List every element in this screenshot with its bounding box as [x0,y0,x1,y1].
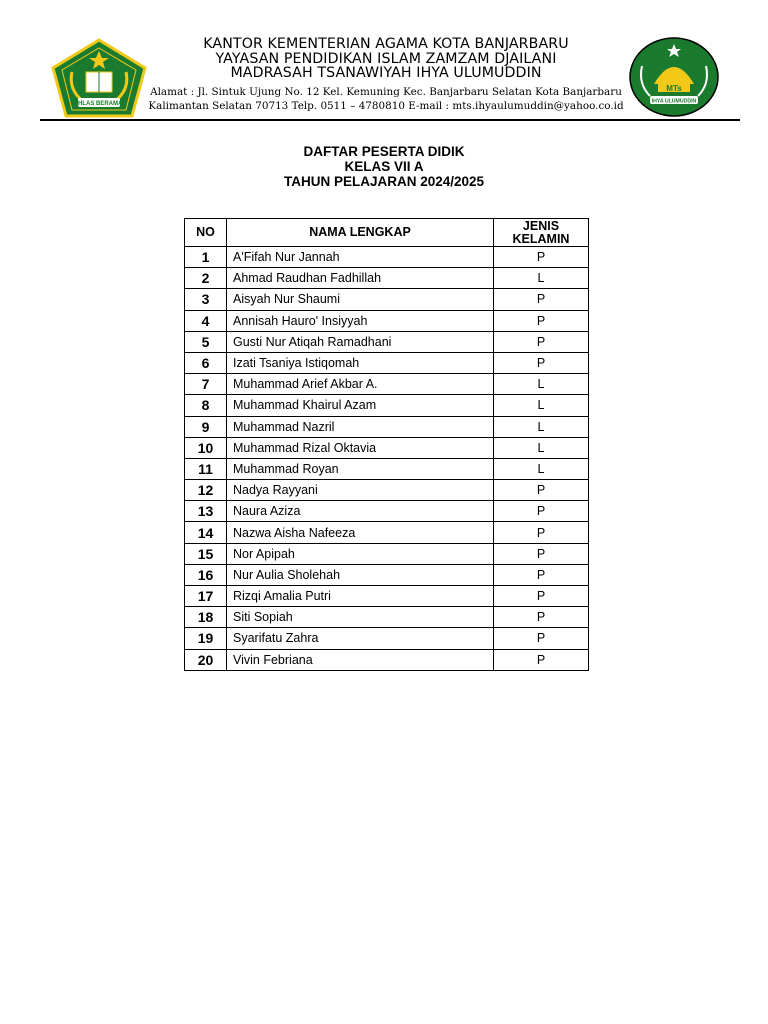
cell-no: 12 [185,480,227,501]
cell-sex: P [494,352,589,373]
table-row [185,649,589,670]
cell-sex: P [494,501,589,522]
table-row [185,395,589,416]
table-row [185,564,589,585]
school-logo [628,36,720,118]
svg-text:IHYA ULUMUDDIN: IHYA ULUMUDDIN [651,98,697,105]
title-line-3: TAHUN PELAJARAN 2024/2025 [283,174,485,189]
cell-sex: L [494,416,589,437]
table-row [185,501,589,522]
cell-sex: P [494,522,589,543]
cell-name: Muhammad Khairul Azam [227,395,494,416]
cell-name: Gusti Nur Atiqah Ramadhani [227,331,494,352]
cell-name: Muhammad Rizal Oktavia [227,437,494,458]
cell-sex: L [494,268,589,289]
table-row [185,289,589,310]
student-table [184,218,589,671]
header-sex-line-2: KELAMIN [512,231,570,246]
cell-name: Nor Apipah [227,543,494,564]
cell-no: 14 [185,522,227,543]
table-row [185,543,589,564]
cell-sex: L [494,437,589,458]
table-row [185,416,589,437]
cell-name: Izati Tsaniya Istiqomah [227,352,494,373]
cell-no: 6 [185,352,227,373]
cell-sex: L [494,395,589,416]
cell-sex: P [494,564,589,585]
header-sex-line-1: JENIS [522,218,560,233]
document-title [0,144,768,189]
header-sex [494,219,589,247]
cell-name: Muhammad Nazril [227,416,494,437]
cell-name: Syarifatu Zahra [227,628,494,649]
cell-no: 5 [185,331,227,352]
cell-no: 2 [185,268,227,289]
cell-name: Vivin Febriana [227,649,494,670]
letterhead [0,0,768,122]
table-row [185,480,589,501]
school-name: MADRASAH TSANAWIYAH IHYA ULUMUDDIN [230,65,542,81]
cell-no: 15 [185,543,227,564]
table-row [185,310,589,331]
cell-sex: P [494,289,589,310]
svg-text:IKHLAS BERAMAL: IKHLAS BERAMAL [72,101,126,107]
letterhead-divider [40,119,740,121]
letterhead-text [140,37,632,113]
cell-sex: P [494,543,589,564]
table-row [185,586,589,607]
cell-no: 7 [185,374,227,395]
cell-no: 20 [185,649,227,670]
cell-no: 1 [185,247,227,268]
cell-name: Muhammad Arief Akbar A. [227,374,494,395]
table-row [185,628,589,649]
cell-name: Nur Aulia Sholehah [227,564,494,585]
title-line-2: KELAS VII A [344,159,424,174]
cell-sex: P [494,331,589,352]
foundation-name: YAYASAN PENDIDIKAN ISLAM ZAMZAM DJAILANI [215,50,557,67]
svg-text:MTs: MTs [666,84,682,93]
cell-no: 16 [185,564,227,585]
cell-sex: P [494,607,589,628]
cell-name: Muhammad Royan [227,458,494,479]
cell-sex: P [494,480,589,501]
cell-no: 8 [185,395,227,416]
title-line-1: DAFTAR PESERTA DIDIK [303,144,465,159]
cell-no: 4 [185,310,227,331]
address-line-1: Alamat : Jl. Sintuk Ujung No. 12 Kel. Kemuning Kec. Banjarbaru Selatan Kota Banjarbaru [150,85,622,98]
table-row [185,331,589,352]
cell-no: 19 [185,628,227,649]
table-row [185,268,589,289]
table-row [185,522,589,543]
cell-sex: P [494,586,589,607]
cell-sex: P [494,310,589,331]
table-row [185,374,589,395]
table-row [185,247,589,268]
header-name: NAMA LENGKAP [227,219,494,247]
cell-name: Nazwa Aisha Nafeeza [227,522,494,543]
header-no: NO [185,219,227,247]
cell-name: Rizqi Amalia Putri [227,586,494,607]
cell-name: Ahmad Raudhan Fadhillah [227,268,494,289]
table-row [185,607,589,628]
cell-no: 3 [185,289,227,310]
cell-name: Siti Sopiah [227,607,494,628]
cell-name: Nadya Rayyani [227,480,494,501]
kemenag-logo [50,38,148,118]
cell-no: 13 [185,501,227,522]
table-row [185,352,589,373]
cell-no: 9 [185,416,227,437]
cell-sex: P [494,628,589,649]
cell-sex: P [494,649,589,670]
cell-no: 10 [185,437,227,458]
cell-no: 11 [185,458,227,479]
cell-name: Naura Aziza [227,501,494,522]
address-line-2: Kalimantan Selatan 70713 Telp. 0511 – 4780810 E-mail : mts.ihyaulumuddin@yahoo.co.id [148,99,624,112]
cell-name: Aisyah Nur Shaumi [227,289,494,310]
cell-no: 17 [185,586,227,607]
table-row [185,458,589,479]
cell-name: Annisah Hauro' Insiyyah [227,310,494,331]
ministry-office: KANTOR KEMENTERIAN AGAMA KOTA BANJARBARU [203,36,569,52]
cell-sex: P [494,247,589,268]
table-row [185,437,589,458]
cell-name: A'Fifah Nur Jannah [227,247,494,268]
cell-sex: L [494,458,589,479]
cell-sex: L [494,374,589,395]
table-header-row [185,219,589,247]
cell-no: 18 [185,607,227,628]
